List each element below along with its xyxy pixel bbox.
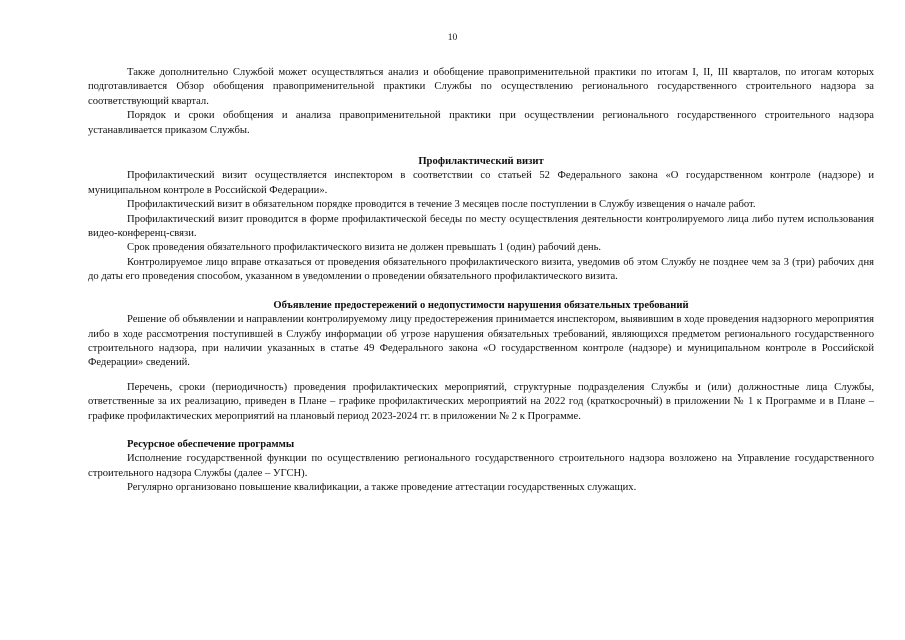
analysis-paragraph-2: Порядок и сроки обобщения и анализа правоприменительной практики при осуществлении регионального государственного строительного надзора устанавливается приказом Службы. xyxy=(88,110,874,136)
section-heading-resources: Ресурсное обеспечение программы xyxy=(127,438,295,450)
warnings-paragraph-2: Перечень, сроки (периодичность) проведения профилактических мероприятий, структурные подразделения Службы и (или) должностные лица Службы, ответственные за их реализацию, приведен в Плане – графике профилактических мероприятий на 2022 год (краткосрочный) в приложении № 1 к Программе и в Плане – графике профилактических мероприятий на плановый период 2023-2024 гг. в приложении № 2 к Программе. xyxy=(88,381,874,422)
resources-paragraph-1: Исполнение государственной функции по осуществлению регионального государственного строительного надзора возложено на Управление государственного строительного надзора Службы (далее – УГСН). xyxy=(88,453,874,479)
section-spacer xyxy=(88,138,874,155)
section-spacer xyxy=(88,285,874,299)
visit-paragraph-3: Профилактический визит проводится в форме профилактической беседы по месту осуществления деятельности контролируемого лица либо путем использования видео-конференц-связи. xyxy=(88,213,874,240)
section-heading-visit: Профилактический визит xyxy=(418,156,544,168)
visit-paragraph-1: Профилактический визит осуществляется инспектором в соответствии со статьей 52 Федерального закона «О государственном контроле (надзоре) и муниципальном контроле в Российской Федерации». xyxy=(88,170,874,196)
paragraph-spacer xyxy=(88,371,874,381)
analysis-paragraph-1: Также дополнительно Службой может осуществляться анализ и обобщение правоприменительной практики по итогам I, II, III кварталов, по итогам которых подготавливается Обзор обобщения правоприменительной практики Службы по осуществлению регионального государственного строительного надзора за соответствующий квартал. xyxy=(88,67,874,107)
visit-paragraph-5: Контролируемое лицо вправе отказаться от проведения обязательного профилактического визита, уведомив об этом Службу не позднее чем за 3 (три) рабочих дня до даты его проведения способом, указанном в уведомлении о проведении обязательного профилактического визита. xyxy=(88,256,874,283)
visit-paragraph-2: Профилактический визит в обязательном порядке проводится в течение 3 месяцев после поступлении в Службу извещения о начале работ. xyxy=(127,199,756,211)
section-spacer xyxy=(88,424,874,438)
resources-paragraph-2: Регулярно организовано повышение квалификации, а также проведение аттестации государственных служащих. xyxy=(127,482,637,494)
page-number: 10 xyxy=(447,33,458,43)
warnings-paragraph-1: Решение об объявлении и направлении контролируемому лицу предостережения принимается инспектором, выявившим в ходе проведения надзорного мероприятия либо в ходе рассмотрения поступившей в Службу информации об угрозе нарушения обязательных требований, являющихся предметом регионального государственного строительного надзора, при наличии указанных в статье 49 Федерального закона «О государственном контроле (надзоре) и муниципальном контроле в Российской Федерации» сведений. xyxy=(88,314,874,369)
section-heading-warnings: Объявление предостережений о недопустимости нарушения обязательных требований xyxy=(273,299,689,311)
document-body xyxy=(88,66,874,496)
visit-paragraph-4: Срок проведения обязательного профилактического визита не должен превышать 1 (один) рабочий день. xyxy=(127,242,602,254)
